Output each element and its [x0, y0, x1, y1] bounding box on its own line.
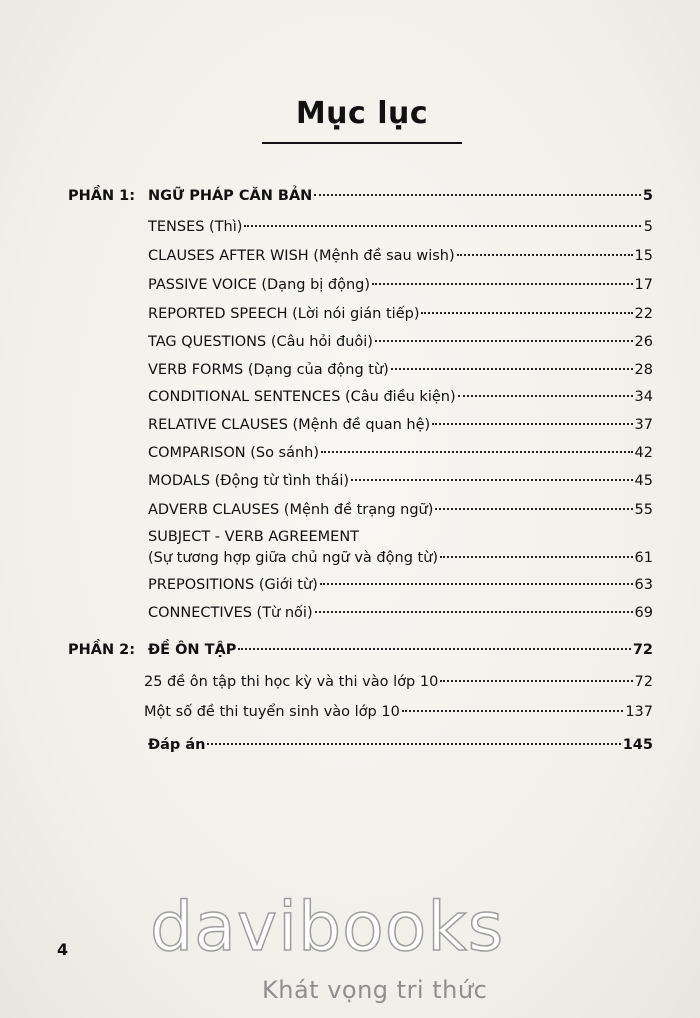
- toc-item-page: 55: [634, 502, 653, 518]
- page-title: Mục lục: [295, 96, 429, 131]
- toc-item-label: CLAUSES AFTER WISH (Mệnh đề sau wish): [148, 248, 455, 264]
- part-2-entry: [148, 638, 653, 662]
- toc-item-label: PASSIVE VOICE (Dạng bị động): [148, 277, 371, 293]
- answers-label: Đáp án: [148, 737, 206, 753]
- toc-item[interactable]: [0, 215, 700, 239]
- toc-item-page: 69: [634, 605, 653, 621]
- leader-dots: [372, 283, 633, 285]
- leader-dots: [321, 451, 633, 453]
- toc-item-page: 42: [634, 445, 653, 461]
- toc-item[interactable]: [0, 700, 700, 724]
- toc-part-2[interactable]: [0, 638, 700, 662]
- toc-item[interactable]: [0, 273, 700, 297]
- toc-item-page: 137: [625, 704, 653, 720]
- leader-dots: [375, 340, 633, 342]
- part-1-entry: [148, 184, 653, 208]
- toc-item-label: VERB FORMS (Dạng của động từ): [148, 362, 389, 378]
- leader-dots: [440, 556, 633, 558]
- toc-item-label-line-1: SUBJECT - VERB AGREEMENT: [148, 529, 360, 545]
- toc-item-page: 34: [634, 389, 653, 405]
- part-2-heading: ĐỀ ÔN TẬP: [148, 642, 237, 658]
- toc-item-label: REPORTED SPEECH (Lời nói gián tiếp): [148, 306, 420, 322]
- leader-dots: [457, 254, 633, 256]
- toc-item[interactable]: [0, 469, 700, 493]
- toc-item-page: 37: [634, 417, 653, 433]
- leader-dots: [440, 680, 632, 682]
- leader-dots: [314, 194, 641, 196]
- title-underline: [262, 142, 462, 144]
- toc-item[interactable]: [0, 358, 700, 382]
- toc-item-page: 61: [634, 550, 653, 566]
- toc-item-label: TAG QUESTIONS (Câu hỏi đuôi): [148, 334, 373, 350]
- toc-item-page: 28: [634, 362, 653, 378]
- leader-dots: [432, 423, 632, 425]
- toc-item-page: 22: [634, 306, 653, 322]
- leader-dots: [351, 479, 633, 481]
- toc-item[interactable]: [0, 670, 700, 694]
- part-2-page: 72: [632, 642, 653, 658]
- leader-dots: [207, 743, 620, 745]
- leader-dots: [238, 648, 630, 650]
- leader-dots: [391, 368, 633, 370]
- toc-item-label: (Sự tương hợp giữa chủ ngữ và động từ): [148, 550, 439, 566]
- toc-item-label: PREPOSITIONS (Giới từ): [148, 577, 318, 593]
- watermark-tagline: Khát vọng tri thức: [262, 976, 488, 1004]
- toc-item-page: 5: [643, 219, 653, 235]
- toc-item-label: CONDITIONAL SENTENCES (Câu điều kiện): [148, 389, 456, 405]
- toc-item[interactable]: [0, 498, 700, 522]
- answers-page: 145: [622, 737, 653, 753]
- toc-item-label: CONNECTIVES (Từ nối): [148, 605, 313, 621]
- part-1-heading: NGỮ PHÁP CĂN BẢN: [148, 188, 313, 204]
- toc-item[interactable]: [0, 330, 700, 354]
- toc-item[interactable]: [0, 573, 700, 597]
- toc-item-label: COMPARISON (So sánh): [148, 445, 320, 461]
- toc-item-label: 25 đề ôn tập thi học kỳ và thi vào lớp 10: [144, 674, 439, 690]
- leader-dots: [320, 583, 633, 585]
- toc-item-label: Một số đề thi tuyển sinh vào lớp 10: [144, 704, 400, 720]
- toc-item-label: ADVERB CLAUSES (Mệnh đề trạng ngữ): [148, 502, 434, 518]
- watermark-logo: davibooks: [150, 888, 505, 967]
- toc-item[interactable]: [0, 441, 700, 465]
- part-1-label: PHẦN 1:: [68, 188, 136, 204]
- toc-part-1[interactable]: [0, 184, 700, 208]
- toc-item[interactable]: [0, 413, 700, 437]
- toc-item[interactable]: [0, 546, 700, 570]
- toc-item[interactable]: [0, 601, 700, 625]
- page-number: 4: [57, 940, 69, 959]
- toc-item[interactable]: [0, 244, 700, 268]
- toc-item-label: TENSES (Thì): [148, 219, 243, 235]
- leader-dots: [244, 225, 641, 227]
- leader-dots: [402, 710, 623, 712]
- part-2-label: PHẦN 2:: [68, 642, 136, 658]
- toc-item-label: RELATIVE CLAUSES (Mệnh đề quan hệ): [148, 417, 431, 433]
- leader-dots: [458, 395, 633, 397]
- toc-item-page: 17: [634, 277, 653, 293]
- toc-answers[interactable]: [0, 733, 700, 757]
- part-1-page: 5: [642, 188, 653, 204]
- toc-item-label: MODALS (Động từ tình thái): [148, 473, 350, 489]
- toc-item-page: 45: [634, 473, 653, 489]
- toc-item[interactable]: [0, 302, 700, 326]
- toc-item-page: 15: [634, 248, 653, 264]
- toc-item-page: 72: [634, 674, 653, 690]
- toc-item-page: 26: [634, 334, 653, 350]
- toc-item-page: 63: [634, 577, 653, 593]
- toc-item[interactable]: [0, 385, 700, 409]
- leader-dots: [315, 611, 633, 613]
- leader-dots: [421, 312, 632, 314]
- leader-dots: [435, 508, 632, 510]
